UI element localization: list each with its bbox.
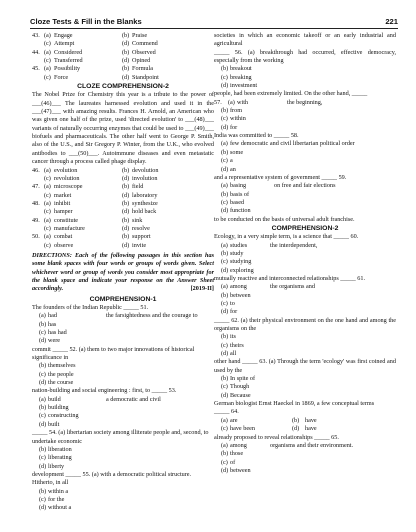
opt-text: theirs [230, 341, 244, 349]
opt-letter: (d) [292, 425, 300, 433]
q-number: 48. [32, 199, 40, 207]
opt-text: have been [230, 425, 255, 433]
question-61-options [214, 283, 396, 316]
passage-line-58: India was committed to _____ 58. [214, 132, 299, 140]
opt-letter: (d) [39, 420, 47, 428]
question-65-options [214, 442, 396, 475]
question-47-options [32, 183, 214, 200]
opt-letter: (c) [221, 157, 228, 165]
opt-text: hamper [54, 208, 73, 216]
opt-letter: (d) [221, 123, 229, 131]
opt-text: with [237, 98, 249, 106]
question-59-options [214, 182, 396, 215]
opt-text: between [230, 291, 251, 299]
opt-letter: (d) [122, 208, 130, 216]
opt-letter: (c) [39, 495, 46, 503]
page-number: 221 [385, 17, 398, 26]
directions [32, 252, 214, 294]
opt-letter: (b) [122, 32, 130, 39]
section-title-cloze-2: CLOZE COMPREHENSION-2 [77, 83, 169, 91]
opt-text: Formula [132, 65, 153, 73]
opt-letter: (c) [44, 241, 51, 249]
opt-letter: (d) [221, 391, 229, 399]
opt-letter: (c) [39, 412, 46, 420]
opt-text: among [230, 441, 247, 449]
passage-line-61: mutually reactive and interconnected relationships _____ 61. [214, 274, 366, 282]
opt-text: has [48, 320, 57, 328]
passage-line-63: other hand _____ 63. (a) Through the term 'ecology' was first coined and used by the [214, 358, 396, 374]
opt-letter: (d) [221, 466, 229, 474]
q-number: 46. [32, 166, 40, 174]
opt-letter: (d) [122, 40, 130, 48]
opt-letter: (b) [122, 166, 130, 174]
opt-text: to [230, 300, 235, 307]
opt-letter: (d) [221, 82, 229, 90]
opt-text: invite [132, 241, 147, 249]
q-number: 45. [32, 65, 40, 73]
opt-letter: (a) [221, 140, 228, 148]
opt-letter: (d) [221, 207, 229, 215]
passage-line-54: _____ 54. (a) libertarian society among illiterate people and, second, to undertake economic [32, 429, 209, 445]
opt-text: inhibit [54, 199, 71, 207]
opt-letter: (a) [221, 283, 228, 291]
opt-text: have [305, 416, 317, 424]
section-title-comp-2: COMPREHENSION-2 [271, 224, 339, 232]
opt-letter: (d) [122, 174, 130, 182]
page-header [30, 12, 398, 29]
opt-text: observe [54, 241, 74, 249]
passage-line-59b: to be conducted on the basis of universal adult franchise. [214, 215, 355, 223]
opt-text: breakout [230, 65, 252, 73]
opt-letter: (d) [122, 191, 130, 199]
passage-line-57: people, had been extremely limited. On the other hand, _____ [214, 90, 368, 98]
opt-text: combat [54, 233, 73, 241]
opt-letter: (a) [221, 416, 228, 424]
opt-letter: (d) [39, 462, 47, 470]
opt-text: Because [230, 391, 251, 399]
question-46-options [32, 167, 214, 184]
passage-text: the beginning, [287, 98, 323, 106]
q-number [32, 208, 44, 216]
opt-text: field [132, 183, 144, 191]
q-number [32, 225, 44, 233]
passage-line-64b: _____ 64. [214, 408, 239, 416]
opt-letter: (b) [122, 216, 130, 224]
left-column [32, 32, 214, 513]
opt-letter: (d) [122, 73, 130, 81]
cloze-2-passage: The Nobel Prize for Chemistry this year is a tribute to the power of ___(46)___ The laureates harnessed evolution and used it in the ___(47)___ with amazing results. Frances H. Arnold, an American who was given one half of the prize, used 'directed evolution' to ___(48)___ variants of naturally occurring enzymes that could be used to ___(49)___ biofuels and pharmaceuticals. The other half went to George P. Smith, also of the U.S., and Sir Gregory P. Winter, from the U.K., who evolved antibodies to ___(50)___. Autoimmune diseases and even metastatic cancer through a process called phage display. [32, 91, 214, 166]
question-50-options [32, 233, 214, 250]
opt-letter: (c) [39, 454, 46, 462]
opt-letter: (c) [221, 425, 228, 433]
opt-letter: (c) [44, 208, 51, 216]
opt-text: between [230, 466, 251, 474]
opt-letter: (d) [221, 266, 229, 274]
opt-letter: (b) [39, 445, 47, 453]
opt-text: liberty [48, 462, 65, 470]
passage-text: organisms and their environment. [270, 441, 354, 449]
opt-letter: (d) [221, 165, 229, 173]
opt-text: Considered [54, 48, 83, 56]
opt-letter: (b) [39, 362, 47, 370]
passage-line-56: _____ 56. (a) breakthrough had occurred, effective democracy, especially from the working [214, 48, 396, 65]
opt-text: Observed [132, 48, 156, 56]
opt-letter: (c) [44, 174, 51, 182]
opt-letter: (c) [221, 383, 228, 391]
q-number [32, 175, 44, 183]
question-52-options [32, 362, 214, 387]
passage-line-60: Ecology, in a very simple term, is a science that _____ 60. [214, 233, 359, 241]
q-number [32, 74, 44, 82]
opt-text: for [230, 308, 238, 316]
opt-text: liberation [48, 445, 72, 453]
opt-text: those [230, 450, 244, 458]
opt-letter: (c) [221, 458, 228, 466]
q-number: 44. [32, 48, 40, 56]
opt-text: function [230, 207, 251, 215]
passage-line-52: commit _____ 52. (a) them to two major innovations of historical significance in [32, 345, 195, 362]
opt-letter: (a) [39, 312, 46, 320]
question-64-options [214, 417, 396, 434]
q-number [32, 192, 44, 200]
opt-letter: (c) [221, 300, 228, 307]
opt-text: liberating [48, 454, 72, 462]
opt-letter: (b) [221, 333, 229, 341]
opt-letter: (a) [44, 183, 51, 191]
question-45-options [32, 65, 214, 82]
question-56-options [214, 65, 396, 90]
opt-text: have [305, 425, 317, 433]
opt-letter: (b) [122, 199, 130, 207]
opt-text: Possibility [54, 65, 81, 73]
opt-letter: (b) [122, 183, 130, 191]
passage-text: a democratic and civil [106, 395, 161, 403]
opt-letter: (b) [39, 404, 47, 412]
opt-text: Transferred [54, 57, 83, 65]
opt-letter: (a) [44, 233, 51, 241]
opt-text: Praise [132, 32, 148, 39]
opt-text: build [48, 395, 61, 403]
opt-text: based [230, 198, 245, 206]
opt-text: hold back [132, 208, 157, 216]
passage-text: on free and fair elections [274, 182, 336, 190]
q-number: 49. [32, 216, 40, 224]
opt-letter: (c) [44, 57, 51, 65]
opt-text: breaking [230, 73, 252, 81]
opt-text: investment [230, 82, 258, 90]
opt-letter: (c) [221, 73, 228, 81]
q-number [32, 57, 44, 65]
opt-letter: (a) [221, 182, 228, 190]
opt-text: some [230, 148, 244, 156]
opt-text: the people [48, 370, 74, 378]
opt-text: its [230, 333, 236, 341]
opt-letter: (b) [221, 148, 229, 156]
opt-text: support [132, 233, 151, 241]
opt-text: devolution [132, 166, 159, 174]
passage-line-53: nation-building and social engineering : first, to _____ 53. [32, 387, 177, 395]
question-57-stem [214, 99, 396, 107]
opt-letter: (d) [221, 308, 229, 316]
passage-text: the farsightedness and the courage to [106, 312, 198, 320]
comp-1-intro: The founders of the Indian Republic _____ 51. [32, 304, 149, 311]
opt-letter: (a) [39, 395, 46, 403]
opt-letter: (a) [44, 48, 51, 56]
opt-text: laboratory [132, 191, 158, 199]
opt-text: microscope [54, 183, 83, 191]
opt-text: for [230, 123, 238, 131]
q-number: 50. [32, 233, 40, 241]
opt-letter: (b) [221, 291, 229, 299]
opt-letter: (a) [221, 441, 228, 449]
opt-letter: (b) [221, 375, 229, 383]
opt-text: without a [48, 504, 72, 512]
opt-text: building [48, 404, 69, 412]
opt-letter: (c) [44, 40, 51, 48]
opt-text: exploring [230, 266, 254, 274]
opt-text: involution [132, 174, 158, 182]
opt-text: among [230, 283, 247, 291]
passage-line-64a: German biologist Ernst Haeckel in 1869, a few conceptual terms [214, 400, 375, 408]
opt-text: studying [230, 258, 252, 266]
chapter-title: Cloze Tests & Fill in the Blanks [30, 17, 142, 26]
question-60-options [214, 242, 396, 275]
opt-text: evolution [54, 166, 78, 174]
opt-letter: (b) [221, 190, 229, 198]
opt-text: an [230, 165, 236, 173]
q-number: 43. [32, 32, 40, 39]
opt-text: Force [54, 73, 69, 81]
opt-text: are [230, 416, 238, 424]
opt-letter: (b) [122, 233, 130, 241]
opt-letter: (b) [39, 487, 47, 495]
question-48-options [32, 200, 214, 217]
directions-text: DIRECTIONS: Each of the following passages in this section has some blank spaces with four words or groups of words given. Select whichever word or group of words you consider most appropriate for the blank space and indicate your response on the Answer Sheet accordingly. [32, 251, 214, 293]
opt-text: has had [48, 329, 67, 337]
opt-letter: (d) [221, 350, 229, 358]
opt-letter: (c) [39, 370, 46, 378]
opt-letter: (c) [44, 224, 51, 232]
passage-text: the organisms and [270, 283, 315, 291]
opt-letter: (a) [44, 166, 51, 174]
opt-letter: (c) [44, 73, 51, 81]
opt-text: basing [230, 182, 247, 190]
opt-text: built [48, 420, 60, 428]
opt-text: Though [230, 383, 250, 391]
passage-line-65: already proposed to reveal relationships _____ 65. [214, 433, 339, 441]
opt-text: a [230, 157, 233, 165]
question-49-options [32, 217, 214, 234]
opt-letter: (d) [122, 241, 130, 249]
passage-line-62: _____ 62. (a) their physical environment on the one hand and among the organisms on the [214, 316, 396, 333]
opt-text: Standpoint [132, 73, 159, 81]
opt-text: resolve [132, 224, 150, 232]
opt-text: constructing [48, 412, 79, 420]
opt-letter: (b) [122, 65, 130, 73]
q-number: 47. [32, 183, 40, 191]
opt-text: Commend [132, 40, 158, 48]
opt-text: Attempt [54, 40, 75, 48]
question-51-options [32, 312, 214, 345]
opt-text: themselves [48, 362, 76, 370]
question-43-options [32, 32, 214, 49]
question-58-options [214, 140, 396, 173]
q-number [32, 40, 44, 48]
opt-text: all [230, 350, 237, 358]
opt-letter: (c) [221, 115, 228, 123]
passage-line-55: development _____ 55. (a) with a democratic political structure. Hitherto, in all [32, 470, 192, 487]
opt-letter: (a) [44, 65, 51, 73]
opt-letter: (d) [122, 224, 130, 232]
opt-letter: (a) [44, 32, 51, 39]
opt-letter: (a) [228, 98, 235, 106]
opt-letter: (b) [221, 65, 229, 73]
question-54-options [32, 446, 214, 471]
passage-text: the interdependent, [270, 241, 318, 249]
question-63-options [214, 375, 396, 400]
opt-text: few democratic and civil libertarian political order [230, 140, 355, 148]
opt-letter: (d) [39, 504, 47, 512]
opt-letter: (c) [221, 198, 228, 206]
question-53-options [32, 396, 214, 429]
opt-text: within [230, 115, 246, 123]
opt-letter: (d) [39, 379, 47, 387]
opt-text: studies [230, 241, 248, 249]
opt-text: market [54, 191, 72, 199]
opt-text: Engage [54, 32, 73, 39]
opt-text: basis of [230, 190, 250, 198]
opt-text: for the [48, 495, 65, 503]
opt-letter: (b) [292, 416, 300, 424]
opt-letter: (b) [39, 320, 47, 328]
opt-letter: (d) [122, 57, 130, 65]
opt-text: Opined [132, 57, 151, 65]
q-number: 57. [214, 98, 222, 106]
opt-text: synthesize [132, 199, 158, 207]
opt-text: constitute [54, 216, 79, 224]
opt-text: manufacture [54, 224, 85, 232]
section-title-comp-1: COMPREHENSION-1 [89, 295, 157, 303]
opt-text: were [48, 337, 61, 345]
opt-letter: (b) [221, 450, 229, 458]
opt-letter: (b) [122, 48, 130, 56]
opt-text: from [230, 107, 243, 115]
opt-text: In spite of [230, 375, 256, 383]
opt-text: the course [48, 379, 74, 387]
question-55-options [32, 488, 214, 513]
question-57-options [214, 107, 396, 132]
opt-letter: (a) [44, 216, 51, 224]
opt-letter: (a) [44, 199, 51, 207]
opt-letter: (b) [221, 107, 229, 115]
question-62-options [214, 333, 396, 358]
question-44-options [32, 49, 214, 66]
passage-continued: societies in which an economic takeoff or an early industrial and agricultural [214, 32, 396, 48]
opt-text: sink [132, 216, 143, 224]
opt-letter: (c) [44, 191, 51, 199]
opt-letter: (c) [221, 258, 228, 266]
opt-letter: (c) [221, 341, 228, 349]
opt-text: of [230, 458, 236, 466]
right-column [214, 32, 396, 475]
exam-tag: [2019-II] [190, 285, 214, 293]
opt-text: study [230, 249, 244, 257]
opt-letter: (b) [221, 249, 229, 257]
opt-letter: (d) [39, 337, 47, 345]
passage-line-59: and a representative system of government _____ 59. [214, 173, 347, 181]
opt-text: within a [48, 487, 69, 495]
opt-letter: (c) [39, 329, 46, 337]
opt-text: had [48, 312, 57, 320]
opt-text: revolution [54, 174, 80, 182]
opt-letter: (a) [221, 241, 228, 249]
q-number [32, 242, 44, 250]
